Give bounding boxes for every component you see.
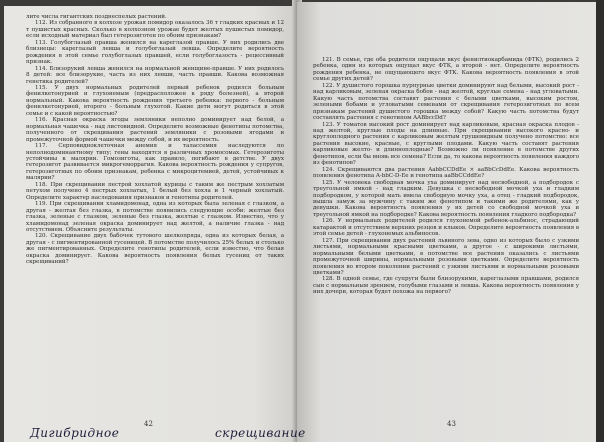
handwritten-word-right: скрещивание: [215, 426, 306, 440]
right-page: [297, 2, 597, 442]
paragraph: 123. У томатов высокий рост доминирует над карликовым, красная окраска плодов - над желтой, круглые плоды на длинные. При скрещивании высокого красно- и круглоплодного растения с карликовым желтым грушевидным получено потомство: все растения высокие, красные, с круглыми плодами. Какую часть составят растения карликовые желто- и длинноплодные? Возможно ли появление в потомстве других фенотипов, если бы вновь все семена? Если да, то какова вероятность появления каждого из фенотипов?: [313, 121, 579, 167]
paragraph: 119. При скрещивании хламидомонад, одна из которых была зеленая с глазком, а другая - желтая без глазка, в потомстве появились следующие особи: желтые без глазка, зеленые с глазком, зеленые без глазка, желтые с глазком. Известно, что у хламидомонад зеленая окраска доминирует над желтой, а наличие глазка - над отсутствием. Объясните результаты.: [26, 201, 284, 233]
paragraph: 125. У человека свободная мочка уха доминирует над несвободной, а подбородок с треугольной ямкой - над гладким. Девушка с несвободной мочкой уха и гладким подбородком, у которой мать имела свободную мочку уха, а отец - гладкий подбородок, вышла замуж за мужчину с таким же фенотипом и такими же родителями, как у девушки. Какова вероятность появления у их детей со свободной мочкой уха и треугольной ямкой на подбородке? Какова вероятность появления гладкого подбородка?: [313, 179, 579, 218]
paragraph: 115. У двух нормальных родителей первый ребенок родился больным фенилкетонурией и глухонемым (предрасположен к ряду болезней), а второй нормальный. Какова вероятность рождения третьего ребенка: первого - больным фенилкетонурией, второго - больным глухотой. Какие дети могут родиться в этой семье и с какой вероятностью?: [26, 84, 284, 117]
paragraph: 121. В семье, где оба родителя ощущали вкус фенилтиокарбамида (ФТК), родились 2 ребенка, один из которых ощущал вкус ФТК, а второй - нет. Определите вероятность рождения ребенка, не ощущающего вкус ФТК. Какова вероятность появления в этой семье других детей?: [313, 57, 579, 83]
paragraph: 114. Близорукий левша женился на нормальной женщине-правше. У них родилось 8 детей: все близорукие, часть из них левши, часть правши. Какова возможная генетика родителей?: [26, 65, 284, 85]
left-page-number: 42: [144, 420, 153, 428]
paragraph: 120. Скрещивание двух бабочек тутового шелкопряда, одна из которых белая, а другая - с пигментированной гусеницей. В потомстве получилось 25% белых и столько же пигментированных. Определите генотипы родителей, если известно, что белая окраска доминирует. Какова вероятность появления белых гусениц от таких скрещиваний?: [26, 233, 284, 266]
paragraph: 124. Скрещиваются два растения AabbCCDdEe × aaBbCcDdEe. Какова вероятность появления фенотипа A-bbC-D-Ee и генотипа aaBbCCddEe?: [313, 166, 579, 180]
paragraph: 122. У душистого горошка пурпурные цветки доминируют над белыми, высокий рост - над карликовым, зеленая окраска бобов - над желтой, круглые семена - над угловатыми. Какую часть потомства составят растения с белыми цветками, высоким ростом, зелеными бобами и угловатыми семенами от скрещивания гетерозиготных по всем признакам растений душистого горошка между собой? Какую часть потомства будут составлять растения с генотипом AABbccDd?: [313, 82, 579, 122]
left-page: [4, 6, 297, 442]
right-page-number: 43: [447, 420, 456, 428]
paragraph: 112. Из собранного в колхозе урожая помидор оказалось 36 т гладких красных и 12 т пушистых красных. Сколько в колхозном урожае будет желтых пушистых помидор, если исходный материал был гетерозиготен по обоим признакам?: [26, 20, 284, 40]
paragraph: 118. При скрещивании пестрой хохлатой курицы с таким же пестрым хохлатым петухом получено 4 пестрых хохлатых, 1 белый без хохла и 1 черный хохлатый. Определите характер наследования признаков и генотипы родителей.: [26, 181, 284, 201]
paragraph: лите числа гигантских позднеспелых растений.: [26, 14, 167, 20]
handwritten-word-left: Дигибридное: [30, 426, 120, 440]
paragraph: 127. При скрещивании двух растений львиного зева, одно из которых было с узкими листьями, нормальными красными цветками, а другое - с широкими листьями, нормальными белыми цветками, в потомстве все растения оказались с листьями промежуточной ширины, нормальными розовыми цветками. Определите вероятность появления во втором поколении растений с узкими листьями и нормальными розовыми цветками?: [313, 237, 579, 276]
left-page-text: [26, 14, 284, 266]
scan-edge-shadow: [596, 0, 604, 442]
right-page-text: [313, 57, 579, 296]
paragraph: 128. В одной семье, где супруги были близорукими, кареглазыми правшами, родился сын с нормальным зрением, голубыми глазами и левша. Какова вероятность появления у них дочери, которая будет похожа на первого?: [313, 276, 579, 296]
paragraph: 117. Серповидноклеточная анемия и талассемия наследуются по неполнодоминантному типу; гены находятся в различных хромосомах. Гетерозиготы устойчивы к малярии. Гомозиготы, как правило, погибают в детстве. У двух гетерозигот развивается микрогеморрагия. Какова вероятность рождения у супругов, гетерозиготных по обоим признакам, ребенка с микроцитемией, детей, устойчивых к малярии?: [26, 143, 284, 182]
paragraph: 126. У нормальных родителей родился глухонемой ребенок-альбинос, страдающий катарактой и отсутствием верхних резцов и клыков. Определите вероятность появления в этой семье детей - глухонемых альбиносов.: [313, 218, 579, 238]
paragraph: 116. Красная окраска ягоды земляники неполно доминирует над белой, а нормальная чашечка - над листовидной. Определите возможные фенотипы потомства, полученного от скрещивания растений земляники с розовыми ягодами и промежуточной формой чашечки между собой, и их вероятность.: [26, 117, 284, 143]
paragraph: 113. Голубоглазый правша женился на кареглазой правше. У них родились две близнецы: кареглазый левша и голубоглазый левша. Определите вероятность рождения в этой семье голубоглазых правшей, если голубоглазость - рецессивный признак.: [26, 39, 284, 66]
